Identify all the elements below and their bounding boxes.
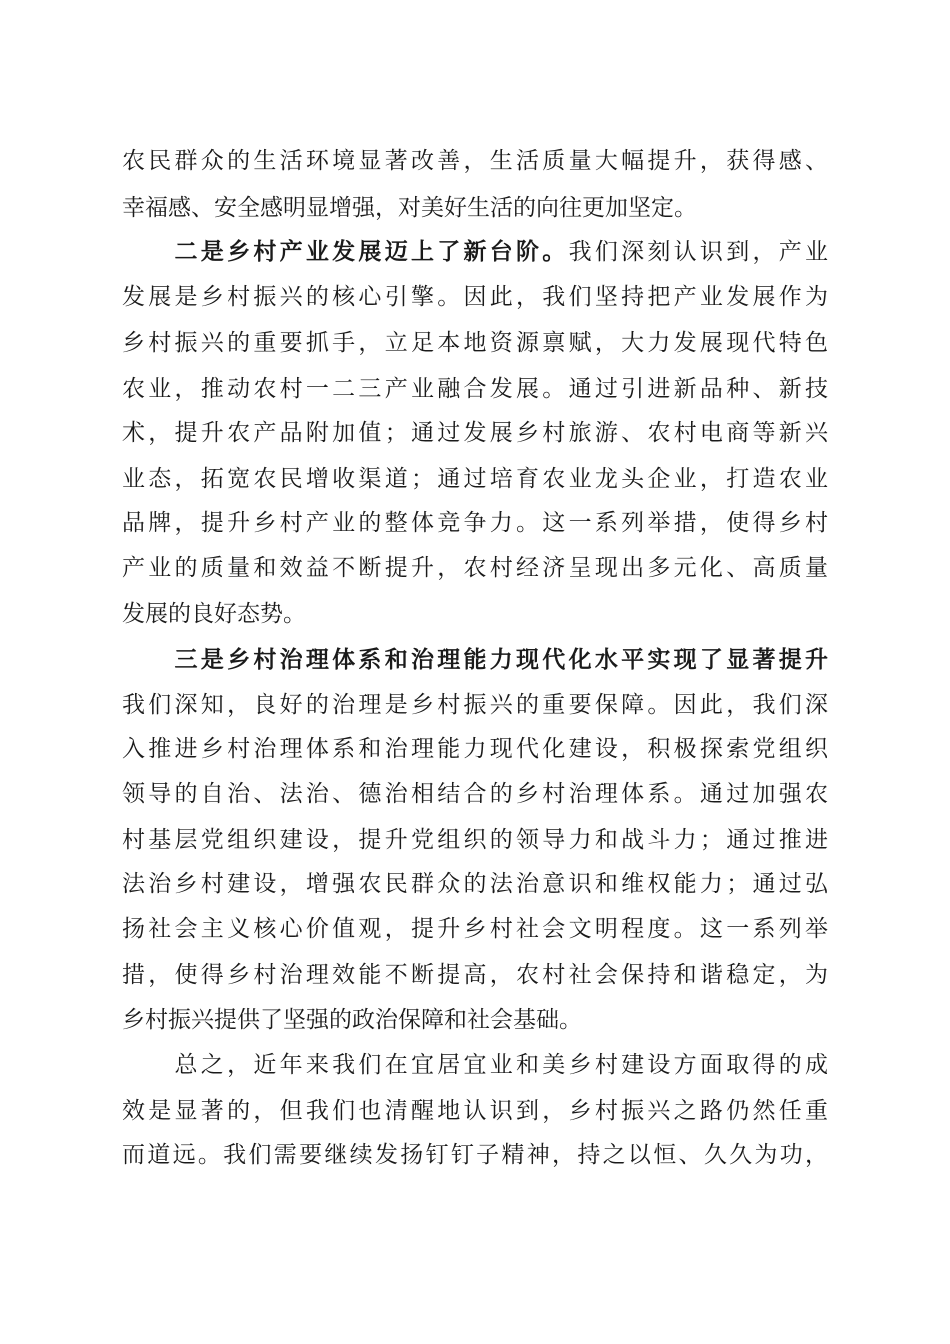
text-line: 发展是乡村振兴的核心引擎。因此，我们坚持把产业发展作为 xyxy=(122,284,828,310)
text-line: 总之，近年来我们在宜居宜业和美乡村建设方面取得的成 xyxy=(122,1052,828,1078)
text-line: 发展的良好态势。 xyxy=(122,601,306,627)
text-line: 我们深知，良好的治理是乡村振兴的重要保障。因此，我们深 xyxy=(122,692,828,718)
text-line: 术，提升农产品附加值；通过发展乡村旅游、农村电商等新兴 xyxy=(122,420,828,446)
text-line: 法治乡村建设，增强农民群众的法治意识和维权能力；通过弘 xyxy=(122,871,828,897)
text-line: 措，使得乡村治理效能不断提高，农村社会保持和谐稳定，为 xyxy=(122,962,828,988)
text-line: 效是显著的，但我们也清醒地认识到，乡村振兴之路仍然任重 xyxy=(122,1098,828,1124)
section-heading-line: 三是乡村治理体系和治理能力现代化水平实现了显著提升 xyxy=(122,646,828,673)
text-line: 幸福感、安全感明显增强，对美好生活的向往更加坚定。 xyxy=(122,195,697,221)
text-line: 品牌，提升乡村产业的整体竞争力。这一系列举措，使得乡村 xyxy=(122,510,828,536)
text-line: 领导的自治、法治、德治相结合的乡村治理体系。通过加强农 xyxy=(122,781,828,807)
text-line: 入推进乡村治理体系和治理能力现代化建设，积极探索党组织 xyxy=(122,736,828,762)
text-line: 扬社会主义核心价值观，提升乡村社会文明程度。这一系列举 xyxy=(122,916,828,942)
text-line: 乡村振兴的重要抓手，立足本地资源禀赋，大力发展现代特色 xyxy=(122,330,828,356)
text-line: 而道远。我们需要继续发扬钉钉子精神，持之以恒、久久为功， xyxy=(122,1142,828,1168)
text-line: 村基层党组织建设，提升党组织的领导力和战斗力；通过推进 xyxy=(122,827,828,853)
text-line: 业态，拓宽农民增收渠道；通过培育农业龙头企业，打造农业 xyxy=(122,466,828,492)
text-line: 农民群众的生活环境显著改善，生活质量大幅提升，获得感、 xyxy=(122,148,828,174)
text-line: 产业的质量和效益不断提升，农村经济呈现出多元化、高质量 xyxy=(122,555,828,581)
section-heading-line: 二是乡村产业发展迈上了新台阶。我们深刻认识到，产业 xyxy=(122,238,829,265)
text-line: 农业，推动农村一二三产业融合发展。通过引进新品种、新技 xyxy=(122,376,828,402)
section-heading-lead: 二是乡村产业发展迈上了新台阶。 xyxy=(122,238,569,265)
text-line: 乡村振兴提供了坚强的政治保障和社会基础。 xyxy=(122,1007,582,1033)
